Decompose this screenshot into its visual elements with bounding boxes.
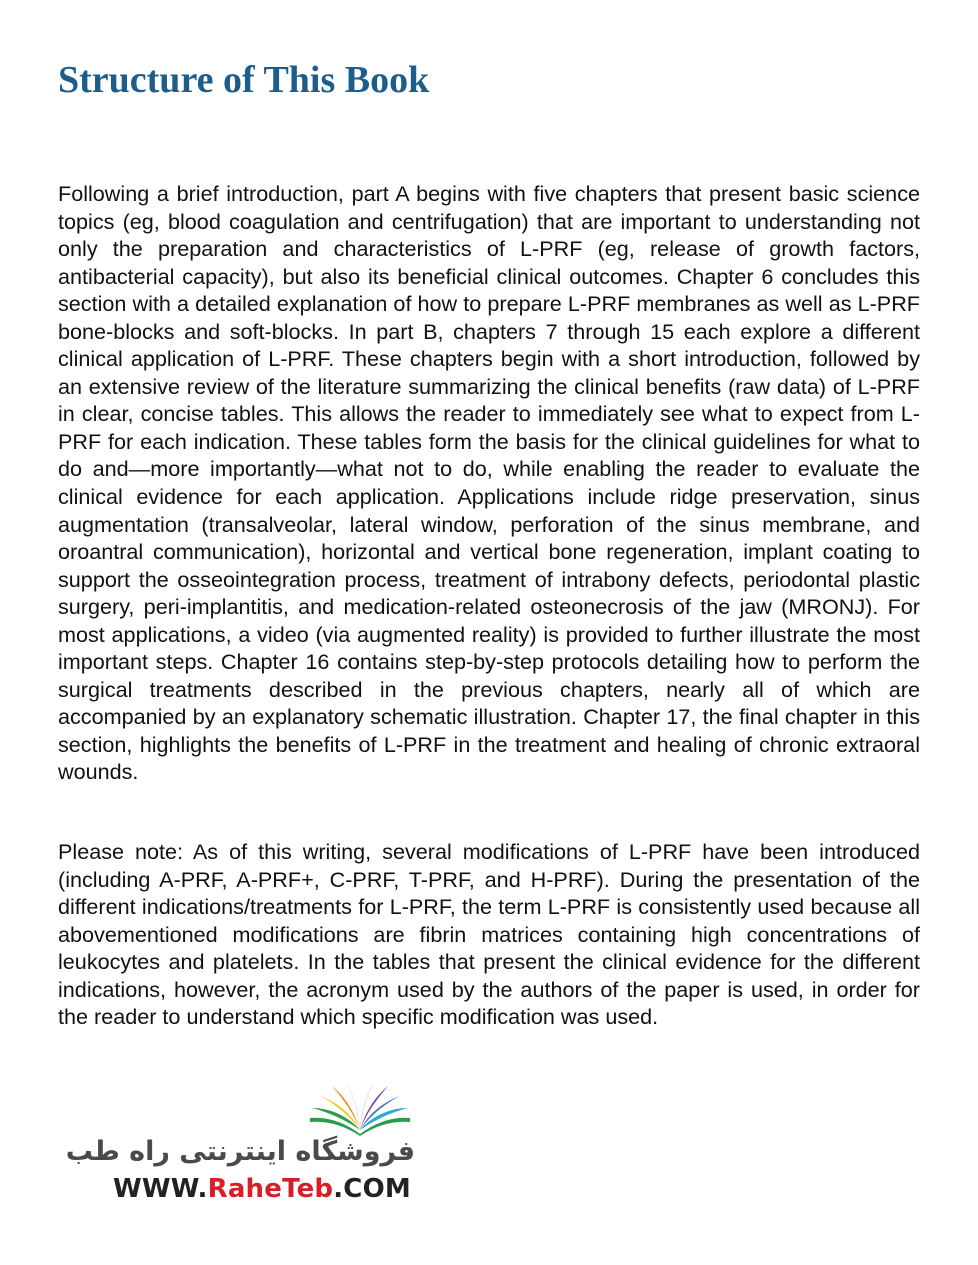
url-prefix: WWW. — [113, 1174, 208, 1204]
body-paragraph-note: Please note: As of this writing, several modifications of L-PRF have been introduced (including A-PRF, A-PRF+, C-PRF, T-PRF, and H-PRF). During the presentation of the different indications/treatments for L-PRF, the term L-PRF is consistently used because all abovementioned modifications are fibrin matrices containing high concentrations of leukocytes and platelets. In the tables that present the clinical evidence for the different indications, however, the acronym used by the authors of the paper is used, in order for the reader to understand which specific modification was used. — [58, 839, 920, 1030]
watermark-persian-text: فروشگاه اینترنتی راه طب — [65, 1136, 415, 1167]
open-book-icon — [308, 1078, 412, 1136]
body-paragraph-structure: Following a brief introduction, part A begins with five chapters that present basic science topics (eg, blood coagulation and centrifugation) that are important to understanding not only the preparation and characteristics of L-PRF (eg, release of growth factors, antibacterial capacity), but also its beneficial clinical outcomes. Chapter 6 concludes this section with a detailed explanation of how to prepare L-PRF membranes as well as L-PRF bone-blocks and soft-blocks. In part B, chapters 7 through 15 each explore a different clinical application of L-PRF. These chapters begin with a short introduction, followed by an extensive review of the literature summarizing the clinical benefits (raw data) of L-PRF in clear, concise tables. This allows the reader to immediately see what to expect from L-PRF for each indication. These tables form the basis for the clinical guidelines for what to do and—more importantly—what not to do, while enabling the reader to evaluate the clinical evidence for each application. Applications include ridge preservation, sinus augmentation (transalveolar, lateral window, perforation of the sinus membrane, and oroantral communication), horizontal and vertical bone regeneration, implant coating to support the osseointegration process, treatment of intrabony defects, periodontal plastic surgery, peri-implantitis, and medication-related osteonecrosis of the jaw (MRONJ). For most applications, a video (via augmented reality) is provided to further illustrate the most important steps. Chapter 16 contains step-by-step protocols detailing how to perform the surgical treatments described in the previous chapters, nearly all of which are accompanied by an explanatory schematic illustration. Chapter 17, the final chapter in this section, highlights the benefits of L-PRF in the treatment and healing of chronic extraoral wounds. — [58, 181, 920, 785]
watermark-url — [113, 1172, 411, 1206]
page-title: Structure of This Book — [58, 59, 430, 101]
url-suffix: .COM — [333, 1174, 411, 1204]
url-brand: RaheTeb — [207, 1174, 334, 1204]
watermark-logo — [65, 1078, 420, 1208]
